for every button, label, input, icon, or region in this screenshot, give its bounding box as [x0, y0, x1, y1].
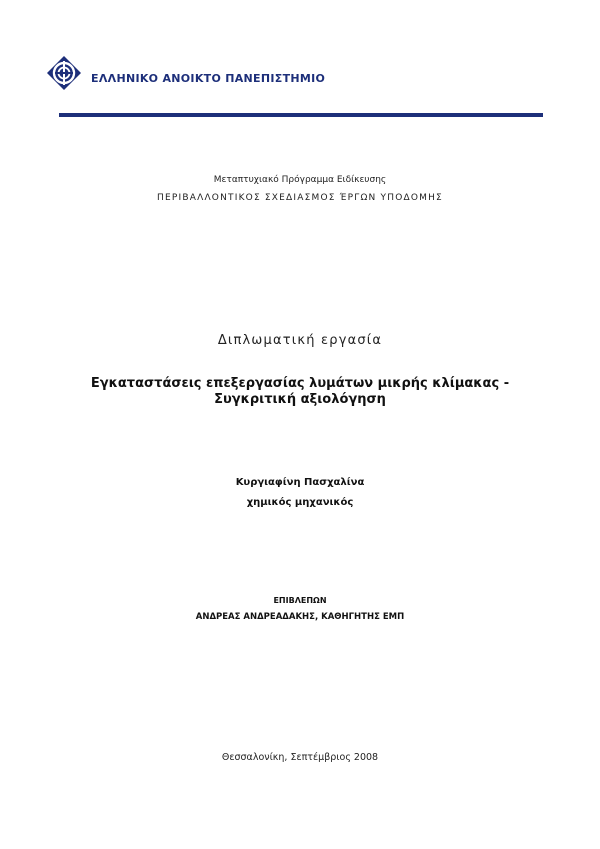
university-logo-icon: [46, 55, 82, 91]
place-date: Θεσσαλονίκη, Σεπτέμβριος 2008: [221, 752, 379, 763]
supervisor-label: ΕΠΙΒΛΕΠΩΝ: [273, 596, 327, 605]
program-type: Μεταπτυχιακό Πρόγραμμα Ειδίκευσης: [213, 175, 387, 185]
supervisor-name: ΑΝΔΡΕΑΣ ΑΝΔΡΕΑΔΑΚΗΣ, ΚΑΘΗΓΗΤΗΣ ΕΜΠ: [195, 612, 405, 622]
thesis-title: [0, 376, 600, 408]
document-type: Διπλωματική εργασία: [217, 333, 383, 348]
university-name: ΕΛΛΗΝΙΚΟ ΑΝΟΙΚΤΟ ΠΑΝΕΠΙΣΤΗΜΙΟ: [91, 72, 326, 85]
thesis-title-line-1: Εγκαταστάσεις επεξεργασίας λυμάτων μικρής κλίμακας -: [90, 376, 510, 391]
program-title: ΠΕΡΙΒΑΛΛΟΝΤΙΚΟΣ ΣΧΕΔΙΑΣΜΟΣ ΈΡΓΩΝ ΥΠΟΔΟΜΗΣ: [157, 193, 443, 203]
thesis-title-line-2: Συγκριτική αξιολόγηση: [214, 392, 386, 407]
author-name: Κυργιαφίνη Πασχαλίνα: [235, 477, 365, 488]
author-role: χημικός μηχανικός: [246, 497, 354, 508]
header-divider: [59, 113, 543, 117]
university-header: [46, 55, 546, 91]
